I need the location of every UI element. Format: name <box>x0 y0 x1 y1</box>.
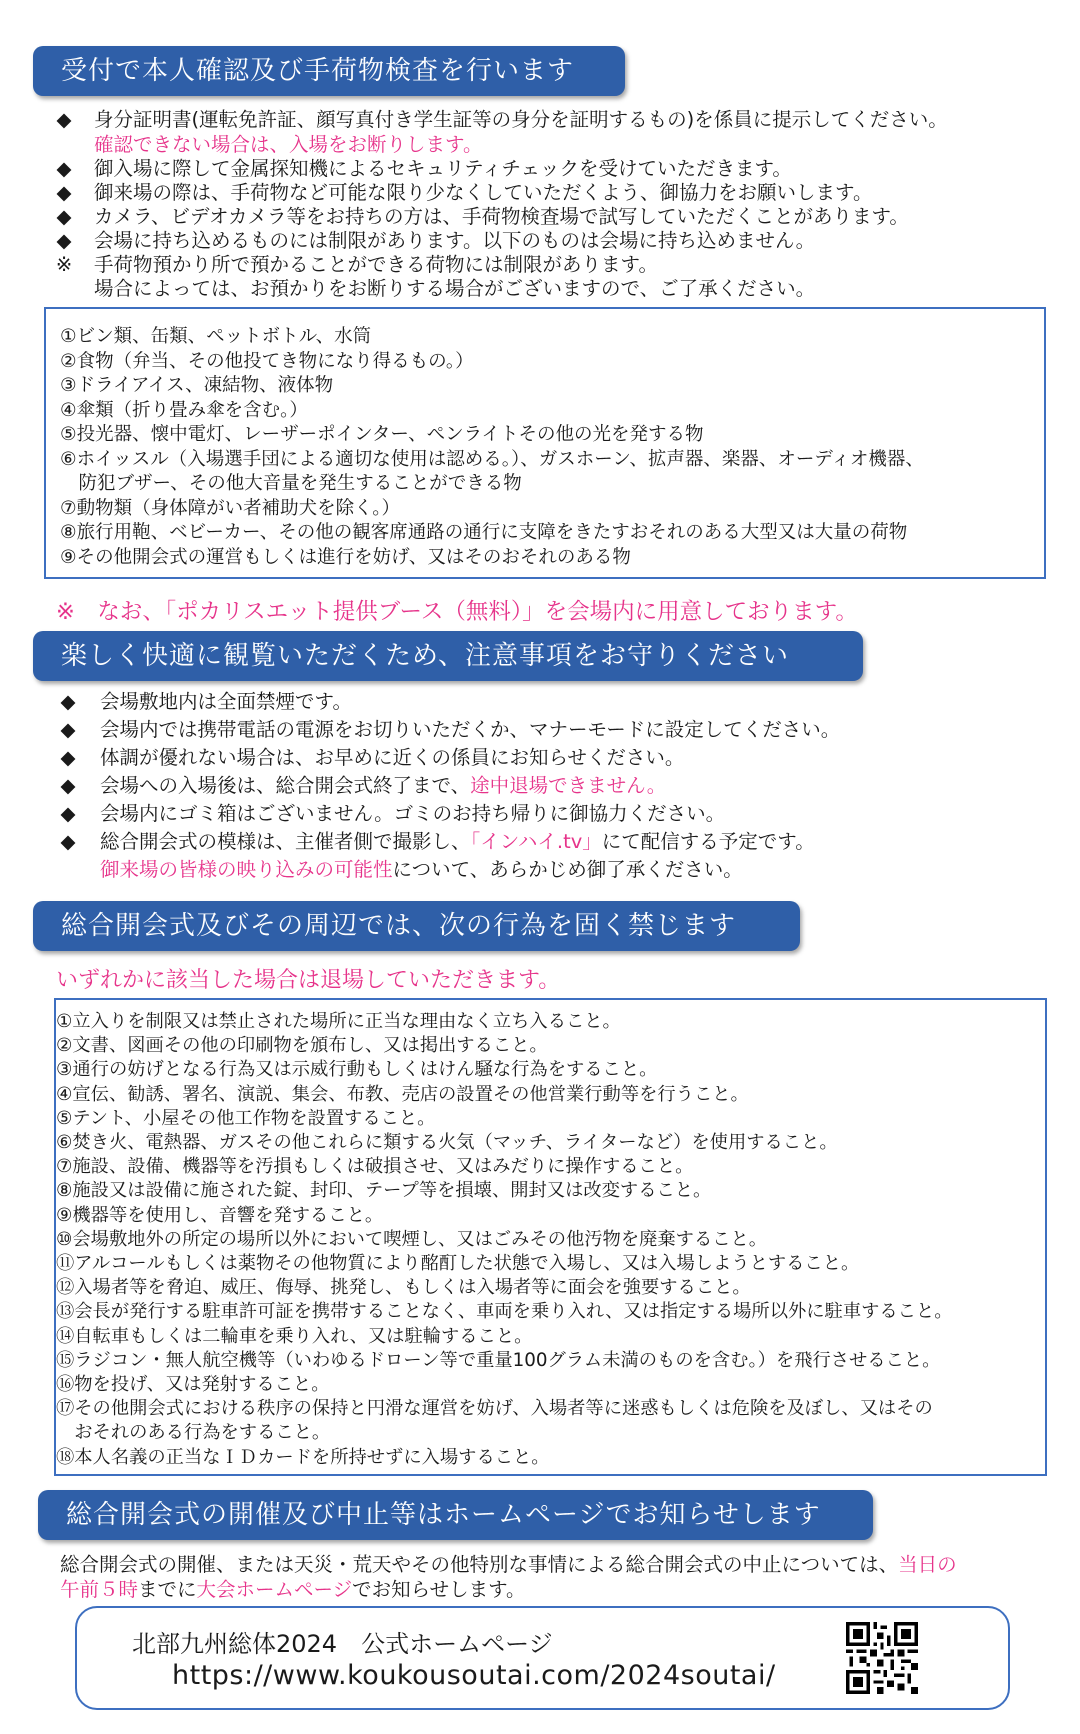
section4-text-line1: 総合開会式の開催、または天災・荒天やその他特別な事情による総合開会式の中止については、当日の <box>60 1553 957 1576</box>
forbidden-act-item: ⑬会長が発行する駐車許可証を携帯することなく、車両を乗り入れ、又は指定する場所以外に駐車すること。 <box>56 1301 953 1323</box>
bullet-mark: ◆ <box>56 229 72 252</box>
pocari-note: ※ なお、「ポカリスエット提供ブース（無料）」を会場内に用意しております。 <box>56 599 858 625</box>
forbidden-act-item: ⑧施設又は設備に施された錠、封印、テープ等を損壊、開封又は改変すること。 <box>56 1180 712 1202</box>
prohibited-item: ⑧旅行用鞄、ベビーカー、その他の観客席通路の通行に支障をきたすおそれのある大型又は大量の荷物 <box>60 522 908 543</box>
prohibited-item: ⑥ホイッスル（入場選手団による適切な使用は認める。）、ガスホーン、拡声器、楽器、オーディオ機器、 <box>60 448 924 470</box>
bullet-highlight: 「インハイ.tv」 <box>470 830 602 853</box>
forbidden-act-item: ⑮ラジコン・無人航空機等（いわゆるドローン等で重量100グラム未満のものを含む。）を飛行させること。 <box>56 1349 941 1371</box>
section3-header: 総合開会式及びその周辺では、次の行為を固く禁じます <box>33 901 800 951</box>
bullet-mark: ◆ <box>56 205 72 228</box>
bullet-text: 会場に持ち込めるものには制限があります。以下のものは会場に持ち込めません。 <box>94 229 816 252</box>
bullet-text: 総合開会式の模様は、主催者側で撮影し、 <box>100 830 471 853</box>
bullet-mark: ◆ <box>60 830 76 853</box>
bullet-text: 手荷物預かり所で預かることができる荷物には制限があります。 <box>94 253 658 276</box>
section2-bullet <box>54 858 743 882</box>
section4-header: 総合開会式の開催及び中止等はホームページでお知らせします <box>38 1490 873 1540</box>
forbidden-act-item: ⑨機器等を使用し、音響を発すること。 <box>56 1204 384 1226</box>
forbidden-act-item: ⑫入場者等を脅迫、威圧、侮辱、挑発し、もしくは入場者等に面会を強要すること。 <box>56 1277 751 1299</box>
section2-bullet <box>54 830 815 854</box>
prohibited-item: ①ビン類、缶類、ペットボトル、水筒 <box>60 326 372 347</box>
forbidden-act-item: ②文書、図画その他の印刷物を頒布し、又は掲出すること。 <box>56 1035 548 1057</box>
forbidden-act-item: おそれのある行為をすること。 <box>56 1422 331 1444</box>
prohibited-item: ⑤投光器、懐中電灯、レーザーポインター、ペンライトその他の光を発する物 <box>60 424 704 445</box>
section1-bullet <box>50 157 792 181</box>
forbidden-act-item: ①立入りを制限又は禁止された場所に正当な理由なく立ち入ること。 <box>56 1011 621 1032</box>
bullet-mark: ◆ <box>60 718 76 741</box>
bullet-text: 体調が優れない場合は、お早めに近くの係員にお知らせください。 <box>100 746 685 769</box>
prohibited-item: ⑦動物類（身体障がい者補助犬を除く。） <box>60 497 400 519</box>
section1-bullet <box>50 277 815 301</box>
homepage-title: 北部九州総体2024 公式ホームページ <box>132 1630 553 1658</box>
qr-code-icon <box>846 1622 918 1698</box>
section2-header: 楽しく快適に観覧いただくため、注意事項をお守りください <box>33 631 863 681</box>
bullet-text: 会場への入場後は、総合開会式終了まで、 <box>100 774 471 797</box>
forbidden-act-item: ⑪アルコールもしくは薬物その他物質により酩酊した状態で入場し、又は入場しようとすること。 <box>56 1253 860 1275</box>
bullet-mark: ◆ <box>60 774 76 797</box>
bullet-text: 会場敷地内は全面禁煙です。 <box>100 690 352 713</box>
bullet-text-after: にて配信する予定です。 <box>601 830 815 853</box>
section1-bullet <box>50 229 815 253</box>
bullet-mark: ◆ <box>60 690 76 713</box>
section1-bullet <box>50 205 909 229</box>
section2-bullet <box>54 718 840 742</box>
forbidden-act-item: ③通行の妨げとなる行為又は示威行動もしくはけん騒な行為をすること。 <box>56 1059 658 1081</box>
prohibited-item: ③ドライアイス、凍結物、液体物 <box>60 375 334 396</box>
section1-bullet <box>50 133 482 157</box>
bullet-text: 御入場に際して金属探知機によるセキュリティチェックを受けていただきます。 <box>94 157 792 180</box>
forbidden-act-item: ④宣伝、勧誘、署名、演説、集会、布教、売店の設置その他営業行動等を行うこと。 <box>56 1083 749 1105</box>
forbidden-act-item: ⑤テント、小屋その他工作物を設置すること。 <box>56 1107 436 1129</box>
bullet-highlight: 御来場の皆様の映り込みの可能性 <box>100 858 393 881</box>
bullet-mark: ◆ <box>56 108 72 131</box>
bullet-text: 身分証明書(運転免許証、顔写真付き学生証等の身分を証明するもの)を係員に提示してください。 <box>94 108 948 131</box>
forbidden-act-item: ⑰その他開会式における秩序の保持と円滑な運営を妨げ、入場者等に迷惑もしくは危険を及ぼし、又はその <box>56 1398 933 1420</box>
section2-bullet <box>54 746 684 770</box>
bullet-text: 御来場の際は、手荷物など可能な限り少なくしていただくよう、御協力をお願いします。 <box>94 181 873 204</box>
forbidden-act-item: ⑱本人名義の正当なＩＤカードを所持せずに入場すること。 <box>56 1446 550 1468</box>
homepage-box <box>75 1606 1010 1710</box>
bullet-highlight: 途中退場できません。 <box>470 774 667 797</box>
bullet-text: 会場内にゴミ箱はございません。ゴミのお持ち帰りに御協力ください。 <box>100 802 726 825</box>
section1-bullet <box>50 253 658 277</box>
section4-text-line2: 午前５時までに大会ホームページでお知らせします。 <box>60 1578 526 1601</box>
bullet-text: 場合によっては、お預かりをお断りする場合がございますので、ご了承ください。 <box>94 277 816 300</box>
bullet-mark: ◆ <box>60 746 76 769</box>
bullet-mark: ◆ <box>60 802 76 825</box>
bullet-text: 確認できない場合は、入場をお断りします。 <box>94 133 483 156</box>
forbidden-acts-box <box>54 998 1047 1476</box>
bullet-mark: ◆ <box>56 181 72 204</box>
section1-bullet <box>50 108 948 132</box>
forbidden-act-item: ⑩会場敷地外の所定の場所以外において喫煙し、又はごみその他汚物を廃棄すること。 <box>56 1228 768 1250</box>
prohibited-item: ②食物（弁当、その他投てき物になり得るもの。） <box>60 350 474 372</box>
section2-bullet <box>54 802 725 826</box>
bullet-mark: ◆ <box>56 157 72 180</box>
section2-bullet <box>54 774 666 798</box>
section2-bullet <box>54 690 352 714</box>
forbidden-act-item: ⑦施設、設備、機器等を汚損もしくは破損させ、又はみだりに操作すること。 <box>56 1156 694 1178</box>
forbidden-act-item: ⑥焚き火、電熱器、ガスその他これらに類する火気（マッチ、ライターなど）を使用すること。 <box>56 1132 838 1154</box>
bullet-mark: ※ <box>55 253 73 276</box>
prohibited-item: ④傘類（折り畳み傘を含む。） <box>60 399 308 421</box>
bullet-text: カメラ、ビデオカメラ等をお持ちの方は、手荷物検査場で試写していただくことがあります。 <box>94 205 909 228</box>
bullet-text-after: について、あらかじめ御了承ください。 <box>392 858 743 881</box>
prohibited-item: 防犯ブザー、その他大音量を発生することができる物 <box>60 473 522 494</box>
bullet-text: 会場内では携帯電話の電源をお切りいただくか、マナーモードに設定してください。 <box>100 718 841 741</box>
section1-bullet <box>50 181 872 205</box>
homepage-url[interactable]: https://www.koukousoutai.com/2024soutai/ <box>172 1660 776 1691</box>
section1-header: 受付で本人確認及び手荷物検査を行います <box>33 46 625 96</box>
section3-subtitle: いずれかに該当した場合は退場していただきます。 <box>56 968 561 993</box>
prohibited-item: ⑨その他開会式の運営もしくは進行を妨げ、又はそのおそれのある物 <box>60 546 631 568</box>
forbidden-act-item: ⑭自転車もしくは二輪車を乗り入れ、又は駐輪すること。 <box>56 1325 533 1347</box>
forbidden-act-item: ⑯物を投げ、又は発射すること。 <box>56 1374 330 1396</box>
prohibited-items-box <box>44 307 1046 579</box>
